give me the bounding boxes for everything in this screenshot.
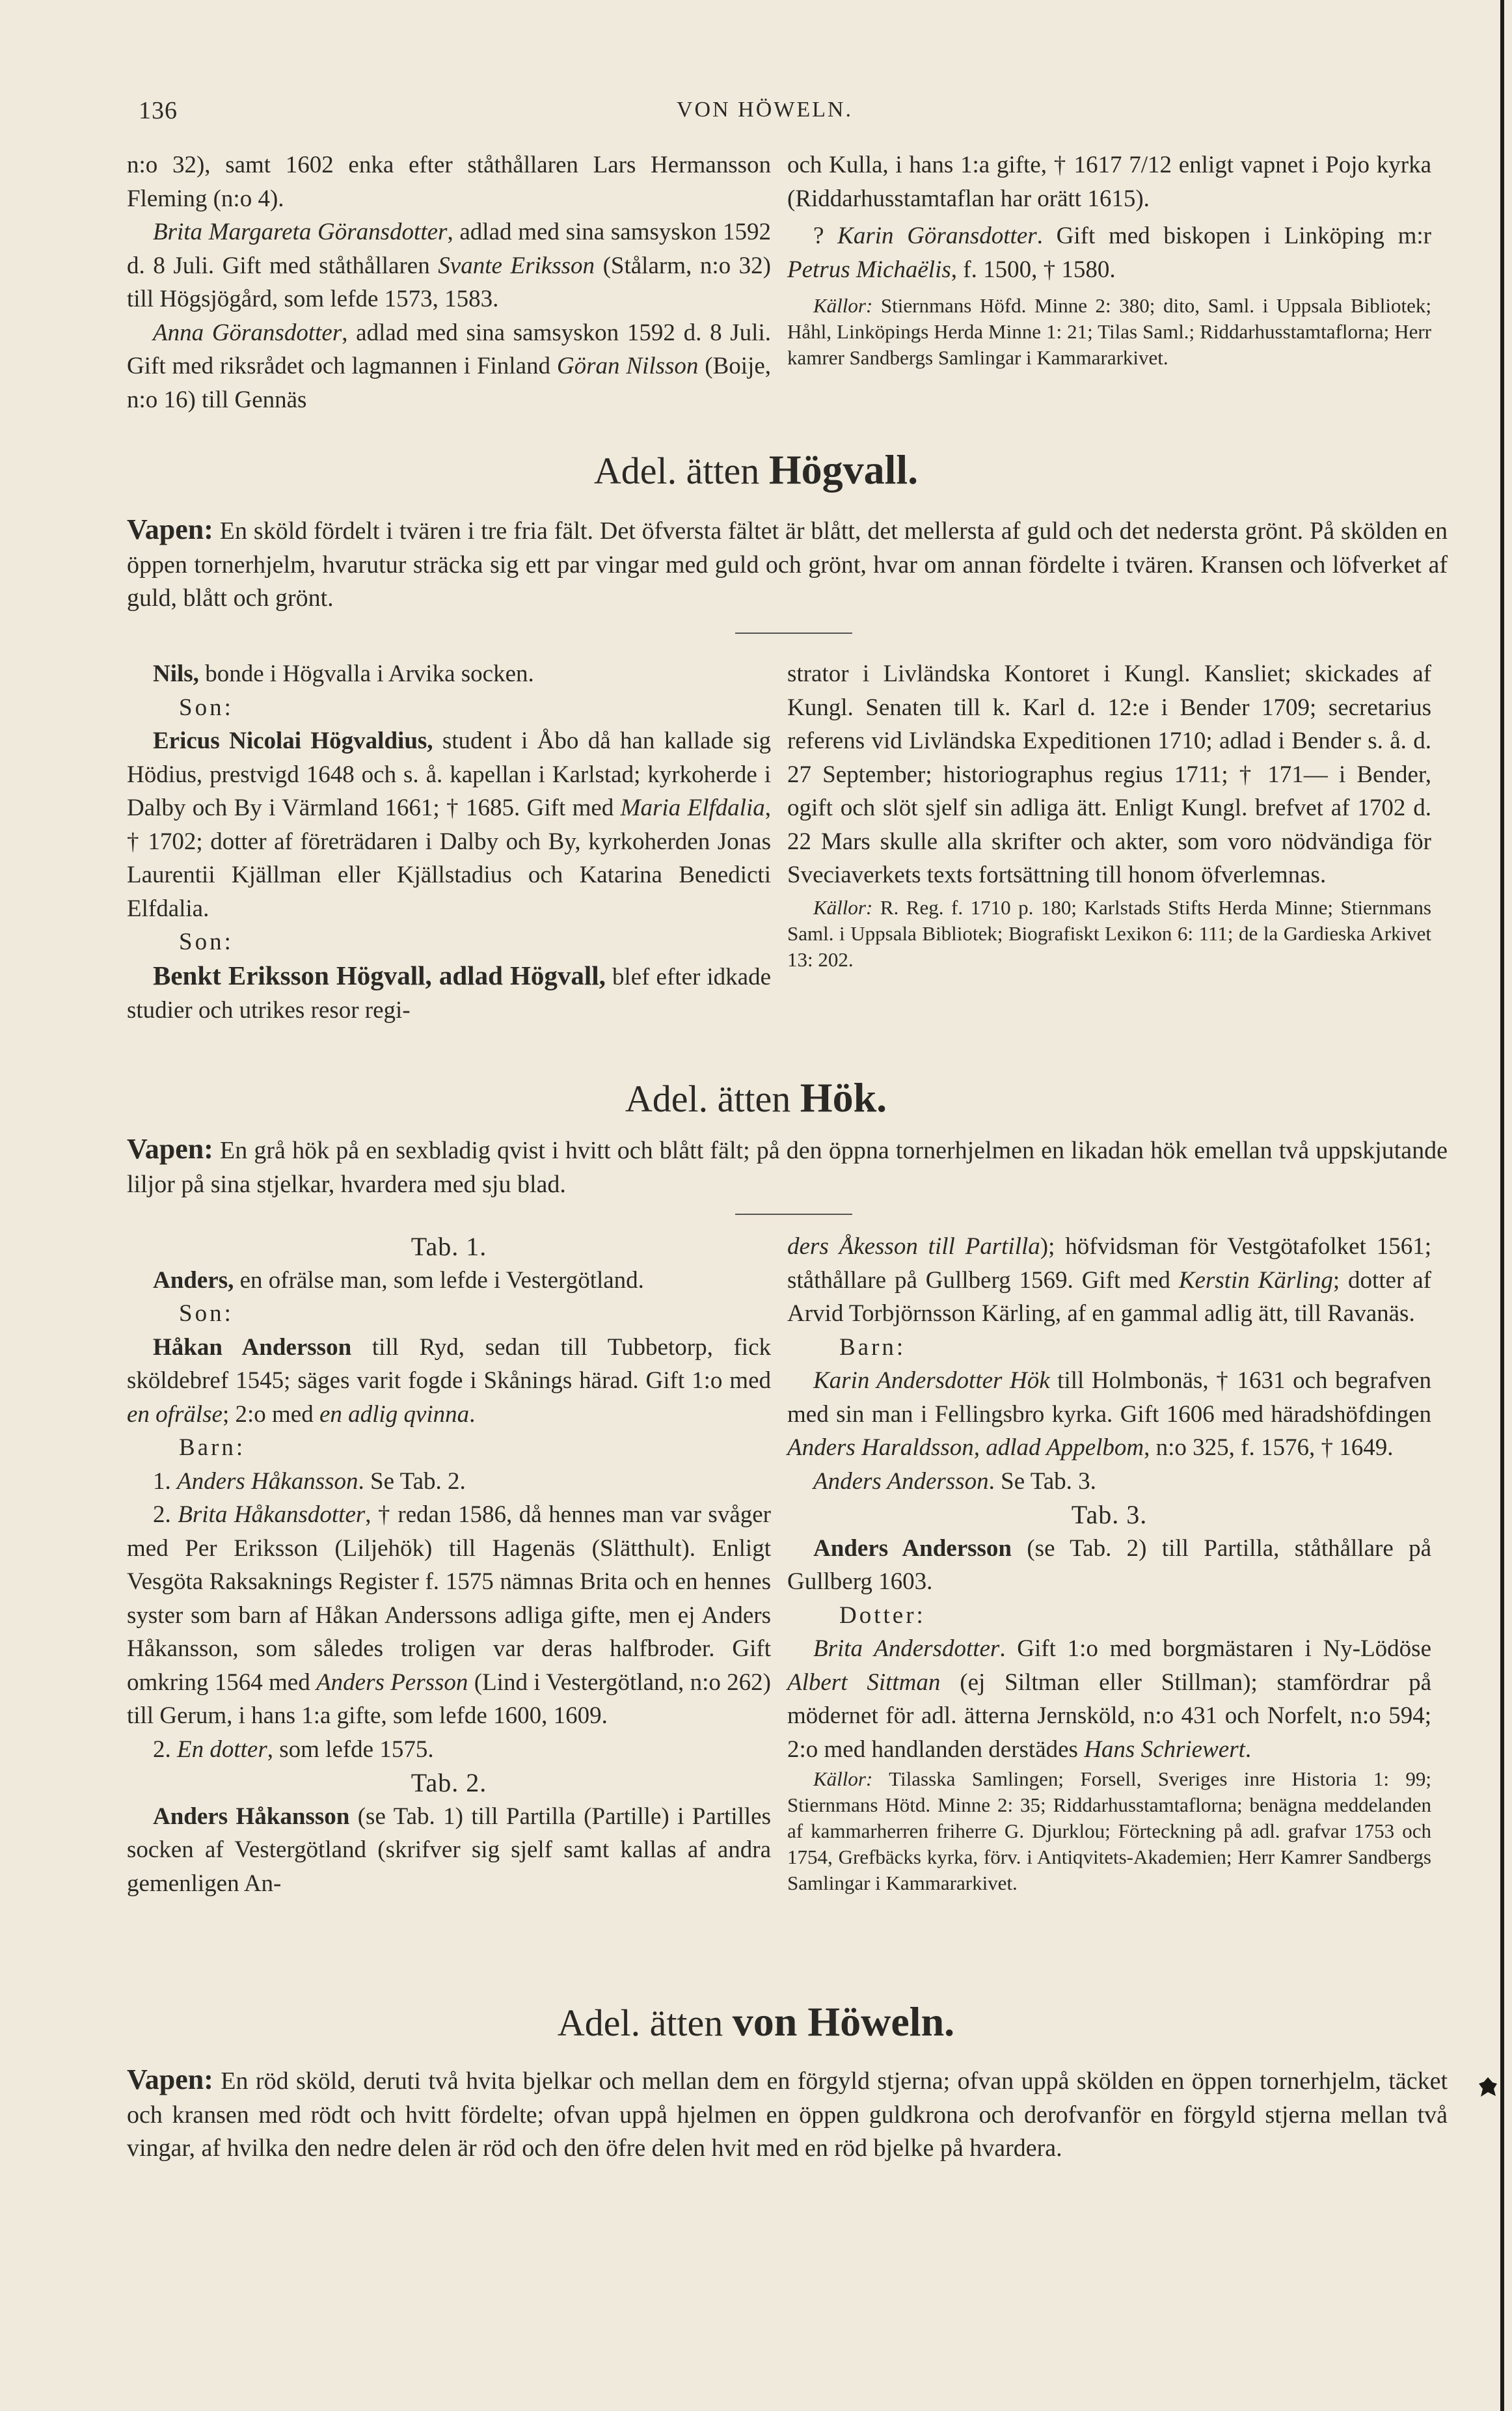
coat-of-arms-von-howeln: Vapen: En röd sköld, deruti två hvita bjelkar och mellan dem en förgyld stjerna; ofvan uppå skölden en öppen tornerhjelm, täcket och kransen med rödt och hvitt fördelte; ofvan uppå hjelmen en öppen guldkrona och derofvanför en förgyld stjerna mellan två vingar, af hvilka den nedre delen är röd och den öfre delen hvit med en röd bjelke på hvardera. — [127, 2064, 1448, 2162]
table-heading: Tab. 1. — [411, 1232, 487, 1261]
paragraph: Anders Andersson (se Tab. 2) till Partilla, ståthållare på Gullberg 1603. — [787, 1534, 1432, 1595]
paragraph: Anna Göransdotter, adlad med sina samsyskon 1592 d. 8 Juli. Gift med riksrådet och lagmannen i Finland Göran Nilsson (Boije, n:o 16) till Gennäs — [127, 319, 772, 413]
hogvall-right-column — [787, 657, 1431, 973]
sources-note: Källor: Tilasska Samlingen; Forsell, Sveriges inre Historia 1: 99; Stiernmans Hötd. Minne 2: 35; Riddarhusstamtaflorna; benägna meddelanden af kammarherren friherre G. Djurklou; Förteckning på adl. grafvar 1753 och 1754, Grefbäcks kyrka, förv. i Antiqvitets-Akademien; Herr Kamrer Sandbergs Samlingar i Kammararkivet. — [787, 1767, 1431, 1894]
hok-left-column — [127, 1230, 771, 1900]
paragraph: Benkt Eriksson Högvall, adlad Högvall, blef efter idkade studier och utrikes resor regi- — [127, 960, 772, 1024]
daughter-label: Dotter: — [839, 1601, 926, 1629]
running-title: VON HÖWELN. — [677, 98, 853, 122]
son-label: Son: — [179, 929, 234, 955]
paragraph: Karin Andersdotter Hök till Holmbonäs, † 1631 och begrafven med sin man i Fellingsbro kyrka. Gift 1606 med häradshöfdingen Anders Haraldsson, adlad Appelbom, n:o 325, f. 1576, † 1649. — [787, 1367, 1431, 1461]
ink-blot-icon — [1478, 2076, 1498, 2098]
children-label: Barn: — [839, 1333, 906, 1361]
paragraph: Håkan Andersson till Ryd, sedan till Tubbetorp, fick sköldebref 1545; säges varit fogde i Skånings härad. Gift 1:o med en ofrälse; 2:o med en adlig qvinna. — [127, 1333, 772, 1428]
page-number: 136 — [139, 97, 178, 124]
section-title-von-howeln: Adel. ätten von Höweln. — [557, 1998, 955, 2045]
top-left-column — [127, 148, 771, 416]
paragraph: Anders Håkansson (se Tab. 1) till Partilla (Partille) i Partilles socken af Vestergötland (skrifver sig sjelf samt kallas af andra gemenligen An- — [127, 1803, 772, 1897]
paragraph: Nils, bonde i Högvalla i Arvika socken. — [153, 661, 534, 687]
son-label: Son: — [179, 1300, 234, 1327]
sources-note: Källor: Stiernmans Höfd. Minne 2: 380; dito, Saml. i Uppsala Bibliotek; Håhl, Linköpings Herda Minne 1: 21; Tilas Saml.; Riddarhusstamtaflorna; Herr kamrer Sandbergs Samlingar i Kammararkivet. — [787, 294, 1431, 369]
section-title-hok: Adel. ätten Hök. — [625, 1074, 887, 1121]
hogvall-left-column — [127, 657, 771, 1028]
paragraph: ders Åkesson till Partilla); höfvidsman för Vestgötafolket 1561; ståthållare på Gullberg 1569. Gift med Kerstin Kärling; dotter af Arvid Torbjörnsson Kärling, af en gammal adlig ätt, till Ravanäs. — [787, 1233, 1431, 1327]
list-item: 2. Brita Håkansdotter, † redan 1586, då hennes man var svåger med Per Eriksson (Liljehök) till Hagenäs (Slätthult). Enligt Vesgöta Raksaknings Register f. 1575 nämnas Brita och en hennes syster som barn af Håkan Anderssons adliga gifte, men ej Anders Håkansson, som således troligen var deras halfbroder. Gift omkring 1564 med Anders Persson (Lind i Vestergötland, n:o 262) till Gerum, i hans 1:a gifte, som lefde 1600, 1609. — [127, 1501, 771, 1729]
paragraph: Ericus Nicolai Högvaldius, student i Åbo då han kallade sig Hödius, prestvigd 1648 och s. å. kapellan i Karlstad; kyrkoherde i Dalby och By i Värmland 1661; † 1685. Gift med Maria Elfdalia, † 1702; dotter af företrädaren i Dalby och By, kyrkoherden Jonas Laurentii Kjällman eller Kjällstadius och Katarina Benedicti Elfdalia. — [127, 728, 772, 922]
list-item: 1. Anders Håkansson. Se Tab. 2. — [153, 1467, 466, 1495]
page-header — [0, 91, 1512, 130]
top-right-column — [787, 148, 1431, 371]
paragraph: strator i Livländska Kontoret i Kungl. Kansliet; skickades af Kungl. Senaten till k. Karl d. 12:e i Bender 1709; secretarius referens vid Livländska Expeditionen 1710; adlad i Bender s. å. d. 27 September; historiographus regius 1711; † 171— i Bender, ogift och slöt sjelf sin adliga ätt. Enligt Kungl. brefvet af 1702 d. 22 Mars skulle alla skrifter och akter, som voro nödvändiga för Sveciaverkets texts fortsättning till honom öfverlemnas. — [787, 661, 1431, 888]
hok-right-column — [787, 1230, 1431, 1896]
paragraph: ? Karin Göransdotter. Gift med biskopen i Linköping m:r Petrus Michaëlis, f. 1500, † 1580. — [787, 223, 1431, 283]
divider — [735, 1214, 852, 1215]
divider — [735, 633, 852, 634]
coat-of-arms-hok: Vapen: En grå hök på en sexbladig qvist i hvitt och blått fält; på den öppna tornerhjelmen en likadan hök emellan två uppskjutande liljor på sina stjelkar, hvardera med sju blad. — [127, 1133, 1448, 1198]
sources-note: Källor: R. Reg. f. 1710 p. 180; Karlstads Stifts Herda Minne; Stiernmans Saml. i Uppsala Bibliotek; Biografiskt Lexikon 6: 111; de la Gardieska Arkivet 13: 202. — [787, 895, 1431, 971]
table-heading: Tab. 3. — [1071, 1500, 1148, 1529]
paragraph: n:o 32), samt 1602 enka efter ståthållaren Lars Hermansson Fleming (n:o 4). — [127, 152, 771, 212]
coat-of-arms-hogvall: Vapen: En sköld fördelt i tvären i tre fria fält. Det öfversta fältet är blått, det mellersta af guld och det nedersta grönt. På skölden en öppen tornerhjelm, hvarutur sträcka sig ett par vingar med guld och grönt, hvar om annan fördelte i tvären. Kransen och löfverket af guld, blått och grönt. — [127, 513, 1448, 612]
paragraph: och Kulla, i hans 1:a gifte, † 1617 7/12 enligt vapnet i Pojo kyrka (Riddarhusstamtaflan har orätt 1615). — [787, 152, 1431, 212]
paragraph: Brita Andersdotter. Gift 1:o med borgmästaren i Ny-Lödöse Albert Sittman (ej Siltman eller Stillman); stamfördrar på mödernet för adl. ätterna Jernsköld, n:o 431 och Norfelt, n:o 594; 2:o med handlanden derstädes Hans Schriewert. — [787, 1635, 1431, 1763]
list-item: 2. En dotter, som lefde 1575. — [153, 1736, 434, 1763]
paragraph: Anders Andersson. Se Tab. 3. — [813, 1467, 1096, 1495]
paragraph: Anders, en ofrälse man, som lefde i Vestergötland. — [153, 1266, 644, 1294]
paragraph: Brita Margareta Göransdotter, adlad med sina samsyskon 1592 d. 8 Juli. Gift med ståthållaren Svante Eriksson (Stålarm, n:o 32) till Högsjögård, som lefde 1573, 1583. — [127, 219, 771, 312]
son-label: Son: — [179, 694, 234, 721]
page-edge-shadow — [1500, 0, 1504, 2411]
section-title-hogvall: Adel. ätten Högvall. — [593, 446, 919, 493]
children-label: Barn: — [179, 1434, 246, 1461]
table-heading: Tab. 2. — [411, 1768, 487, 1797]
